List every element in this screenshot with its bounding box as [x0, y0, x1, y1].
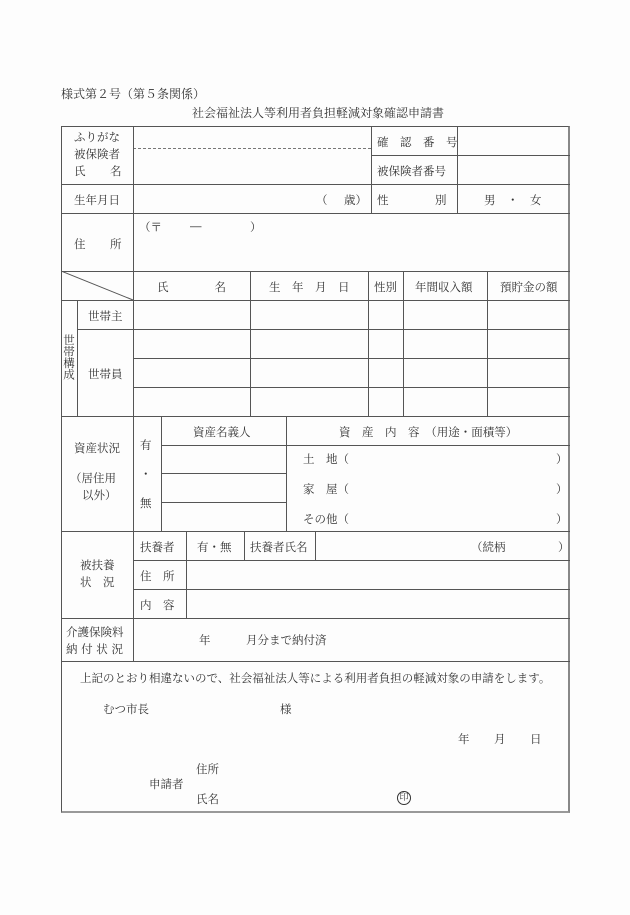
- household-birthdate-field[interactable]: [251, 388, 367, 415]
- household-head-label: 世帯主: [88, 309, 123, 323]
- form-number: 様式第２号（第５条関係）: [61, 87, 206, 101]
- date-year-field[interactable]: [405, 727, 455, 749]
- asset-house-field[interactable]: [345, 477, 553, 499]
- postal-dash: ―: [190, 219, 202, 233]
- premium-label-b: 納 付 状 況: [66, 642, 123, 656]
- dependents-content-field[interactable]: [187, 590, 569, 617]
- supporter-name-field[interactable]: [316, 532, 466, 559]
- addressee-honorific: 様: [280, 702, 292, 716]
- asset-holder-field[interactable]: [162, 503, 285, 530]
- household-name-header: 氏 名: [157, 280, 226, 294]
- household-birthdate-header: 生 年 月 日: [269, 280, 350, 294]
- household-gender-header: 性別: [374, 280, 397, 294]
- household-income-header: 年間収入額: [415, 280, 473, 294]
- household-name-field[interactable]: [134, 388, 249, 415]
- household-birthdate-field[interactable]: [251, 330, 367, 357]
- household-savings-field[interactable]: [488, 301, 569, 328]
- dependents-label-a: 被扶養: [80, 558, 115, 572]
- assets-no-option[interactable]: 無: [140, 496, 152, 510]
- diagonal-corner-line: [61, 271, 134, 301]
- household-income-field[interactable]: [404, 330, 486, 357]
- household-gender-field[interactable]: [369, 330, 402, 357]
- asset-holder-header: 資産名義人: [193, 425, 251, 439]
- household-income-field[interactable]: [404, 301, 486, 328]
- birthdate-label: 生年月日: [74, 193, 120, 207]
- household-income-field[interactable]: [404, 388, 486, 415]
- gender-label-a: 性: [377, 193, 389, 207]
- premium-paid-until: 月分まで納付済: [246, 633, 327, 647]
- addressee: むつ市長: [103, 702, 149, 716]
- household-savings-field[interactable]: [488, 359, 569, 386]
- dependents-content-label: 内 容: [140, 598, 175, 612]
- household-name-field[interactable]: [134, 330, 249, 357]
- household-birthdate-field[interactable]: [251, 359, 367, 386]
- gender-label-b: 別: [435, 193, 447, 207]
- premium-label-a: 介護保険料: [66, 625, 124, 639]
- household-gender-field[interactable]: [369, 359, 402, 386]
- household-name-field[interactable]: [134, 301, 249, 328]
- furigana-field[interactable]: [134, 127, 370, 147]
- supporter-label: 扶養者: [140, 540, 175, 554]
- household-gender-field[interactable]: [369, 301, 402, 328]
- vline: [286, 416, 287, 531]
- applicant-address-field[interactable]: [225, 757, 545, 779]
- hline: [61, 271, 570, 272]
- asset-holder-field[interactable]: [162, 446, 285, 472]
- assets-label: 資産状況: [74, 441, 120, 455]
- address-field[interactable]: [134, 236, 569, 270]
- furigana-label: ふりがな: [74, 130, 120, 144]
- age-open: （: [316, 193, 328, 207]
- dependents-address-field[interactable]: [187, 561, 569, 588]
- household-savings-field[interactable]: [488, 388, 569, 415]
- vline: [77, 300, 78, 416]
- applicant-name-label: 氏名: [196, 792, 219, 806]
- relation-close: ）: [558, 540, 570, 554]
- postal-close: ）: [250, 220, 262, 234]
- household-member-label: 世帯員: [88, 367, 123, 381]
- asset-house-close: ）: [556, 482, 568, 496]
- asset-land-label: 土 地（: [303, 452, 349, 466]
- age-field[interactable]: [328, 185, 343, 212]
- name-label-b: 名: [110, 164, 122, 178]
- hline: [61, 416, 570, 417]
- asset-content-header: 資 産 内 容 （用途・面積等）: [339, 425, 518, 439]
- assets-yes-option[interactable]: 有: [140, 438, 152, 452]
- relation-field[interactable]: [505, 532, 555, 559]
- date-year-label: 年: [458, 732, 470, 746]
- assets-sublabel-b: 以外）: [82, 488, 117, 502]
- premium-year-field[interactable]: [170, 625, 198, 655]
- assets-separator: ・: [140, 467, 152, 481]
- premium-month-field[interactable]: [215, 625, 245, 655]
- date-day-label: 日: [530, 732, 542, 746]
- age-close: 歳）: [344, 193, 367, 207]
- hline: [61, 661, 570, 662]
- seal-icon: 印: [397, 791, 411, 805]
- insured-number-field[interactable]: [458, 156, 569, 183]
- asset-other-label: その他（: [303, 512, 349, 526]
- asset-house-label: 家 屋（: [303, 482, 349, 496]
- asset-land-close: ）: [556, 452, 568, 466]
- hline: [61, 618, 570, 619]
- hline: [61, 213, 570, 214]
- dependents-address-label: 住 所: [140, 569, 175, 583]
- vline: [371, 126, 372, 213]
- insured-number-label: 被保険者番号: [377, 164, 446, 178]
- gender-options[interactable]: 男 ・ 女: [484, 193, 542, 207]
- assets-sublabel-a: （居住用: [70, 471, 116, 485]
- asset-other-field[interactable]: [345, 507, 553, 529]
- asset-other-close: ）: [556, 512, 568, 526]
- household-savings-field[interactable]: [488, 330, 569, 357]
- household-name-field[interactable]: [134, 359, 249, 386]
- insured-label: 被保険者: [74, 147, 120, 161]
- supporter-options[interactable]: 有・無: [197, 540, 232, 554]
- supporter-name-label: 扶養者氏名: [250, 540, 308, 554]
- address-label-a: 住: [74, 237, 86, 251]
- confirm-number-field[interactable]: [458, 127, 569, 154]
- form-title: 社会福祉法人等利用者負担軽減対象確認申請書: [192, 106, 445, 120]
- postal-open: （〒: [139, 220, 162, 234]
- household-income-field[interactable]: [404, 359, 486, 386]
- vline: [244, 531, 245, 560]
- date-month-label: 月: [494, 732, 506, 746]
- household-group-label: 世帯構成: [62, 334, 76, 380]
- premium-year-label: 年: [199, 633, 211, 647]
- declaration-statement: 上記のとおり相違ないので、社会福祉法人等による利用者負担の軽減対象の申請をします。: [80, 671, 551, 685]
- relation-open: （続柄: [471, 540, 506, 554]
- birthdate-field[interactable]: [134, 185, 314, 212]
- date-day-field[interactable]: [508, 727, 528, 749]
- address-label-b: 所: [110, 237, 122, 251]
- household-gender-field[interactable]: [369, 388, 402, 415]
- date-month-field[interactable]: [472, 727, 492, 749]
- insured-name-field[interactable]: [134, 149, 370, 183]
- asset-holder-field[interactable]: [162, 474, 285, 501]
- asset-land-field[interactable]: [345, 447, 553, 469]
- household-birthdate-field[interactable]: [251, 301, 367, 328]
- applicant-label: 申請者: [149, 777, 184, 791]
- dependents-label-b: 状 況: [80, 575, 115, 589]
- applicant-name-field[interactable]: [225, 787, 390, 809]
- confirm-number-label: 確 認 番 号: [377, 135, 458, 149]
- household-savings-header: 預貯金の額: [500, 280, 558, 294]
- name-label-a: 氏: [74, 164, 86, 178]
- applicant-address-label: 住所: [196, 762, 219, 776]
